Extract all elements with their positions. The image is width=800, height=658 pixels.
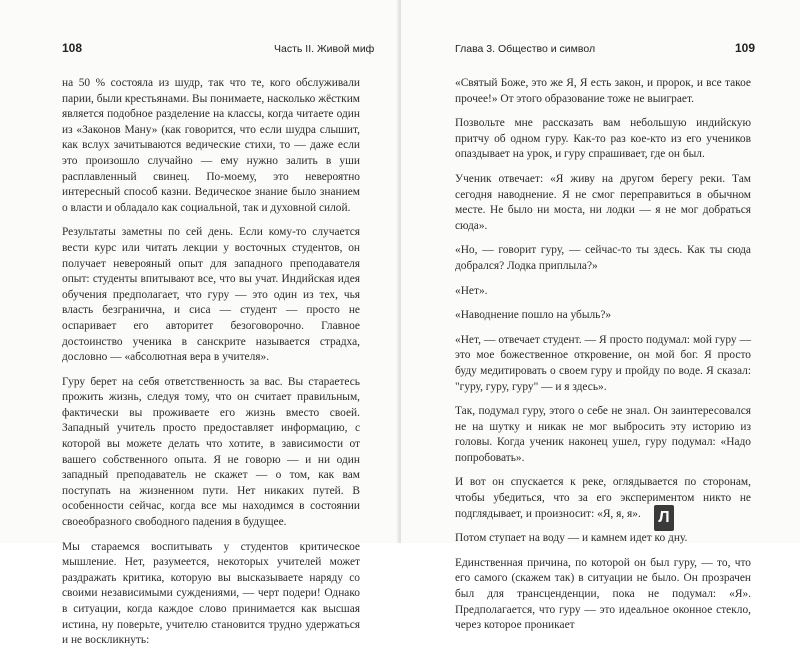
left-page bbox=[0, 0, 399, 647]
paragraph: «Нет, — отвечает студент. — Я просто подумал: мой гуру — это мое божественное откровение, он мой бог. Я просто буду медитировать о своем гуру и пройду по воде. Я сказал: "гуру, гуру, гуру" — и я здесь». bbox=[455, 333, 751, 393]
paragraph: Так, подумал гуру, этого о себе не знал. Он заинтересовался не на шутку и никак не мог выбросить эту историю из головы. Когда ученик наконец ушел, гуру подумал: «Надо попробовать». bbox=[455, 405, 751, 464]
paragraph: «Наводнение пошло на убыль?» bbox=[455, 309, 612, 322]
page-number-right: 109 bbox=[735, 41, 756, 55]
right-page bbox=[401, 0, 800, 632]
paragraph: Единственная причина, по которой он был гуру, — то, что его самого (скажем так) в ситуации не было. Он прозрачен был для трансценденции, пока не подумал: «Я». Предполагается, что гуру — это идеальное оконное стекло, через которое проникает bbox=[455, 556, 751, 632]
paragraph: «Но, — говорит гуру, — сейчас-то ты здесь. Как ты сюда добрался? Лодка приплыла?» bbox=[455, 244, 751, 272]
paragraph: на 50 % состояла из шудр, так что те, кого обслуживали парии, были крестьянами. Вы понимаете, насколько жёстким является подобное разделение на классы, когда читаете один из «Законов Ману» (как говорится, что если шудра слышит, как вслух зачитываются ведические стихи, то — даже если это произошло случайно — ему нужно залить в уши расплавленный свинец. По-моему, это невероятно интересный способ казни. Ведическое знание было знанием о власти и обладало как социальной, так и духовной силой. bbox=[62, 77, 360, 214]
paragraph: Позвольте мне рассказать вам небольшую индийскую притчу об одном гуру. Как-то раз кое-кто из его учеников опаздывает на урок, и гуру спрашивает, где он был. bbox=[455, 117, 751, 161]
paragraph: Потом ступает на воду — и камнем идет ко дну. bbox=[455, 532, 688, 545]
paragraph: Ученик отвечает: «Я живу на другом берегу реки. Там сегодня наводнение. Я не смог переправиться в обычном месте. Не было ни моста, ни лодки — я не мог добраться сюда». bbox=[455, 172, 751, 232]
paragraph: Мы стараемся воспитывать у студентов критическое мышление. Нет, разумеется, некоторых учителей может раздражать критика, которую вы высказываете наряду со своими независимыми суждениями, — черт подери! Однако в ситуации, когда каждое слово принимается как высшая истина, ну поверьте, учителю становится трудно удержаться и не воскликнуть: bbox=[62, 540, 360, 647]
paragraph: Гуру берет на себя ответственность за вас. Вы стараетесь прожить жизнь, следуя тому, что он считает правильным, фактически вы проживаете его жизнь вместо своей. Западный учитель просто предоставляет информацию, с которой вы можете делать что хотите, в зависимости от вашего собственного опыта. Я не говорю — и ни один западный преподаватель не скажет — о том, как вам поступать на жизненном пути. Нет никаких путей. В особенности сейчас, когда все мы находимся в состоянии своеобразного свободного падения в будущее. bbox=[62, 375, 360, 529]
body-text-left bbox=[62, 76, 360, 658]
page-number-left: 108 bbox=[62, 41, 83, 55]
publisher-logo-icon: Л bbox=[654, 505, 674, 531]
paragraph: Результаты заметны по сей день. Если кому-то случается вести курс или читать лекции у восточных студентов, он получает неверояный опыт для западного преподавателя опыт: студенты впитывают все, что вы учат. Индийская идея обучения предполагает, что гуру — это один из тех, чья власть безгранична, и сиса — студент — просто не оспаривает его авторитет безоговорочно. Главное достоинство ученика в санскрите называется страдха, дословно — «абсолютная вера в учителя». bbox=[62, 226, 360, 364]
paragraph: И вот он спускается к реке, оглядывается по сторонам, чтобы убедиться, что за его экспериментом никто не подглядывает, и произносит: «Я, я, я». bbox=[455, 476, 751, 520]
running-head-left: Часть II. Живой миф bbox=[274, 43, 375, 55]
paragraph: «Нет». bbox=[455, 284, 488, 297]
body-text-right bbox=[455, 76, 751, 643]
running-head-right: Глава 3. Общество и символ bbox=[455, 43, 596, 55]
paragraph: «Святый Боже, это же Я, Я есть закон, и пророк, и все такое прочее!» От этого образование тоже не выиграет. bbox=[455, 77, 751, 105]
